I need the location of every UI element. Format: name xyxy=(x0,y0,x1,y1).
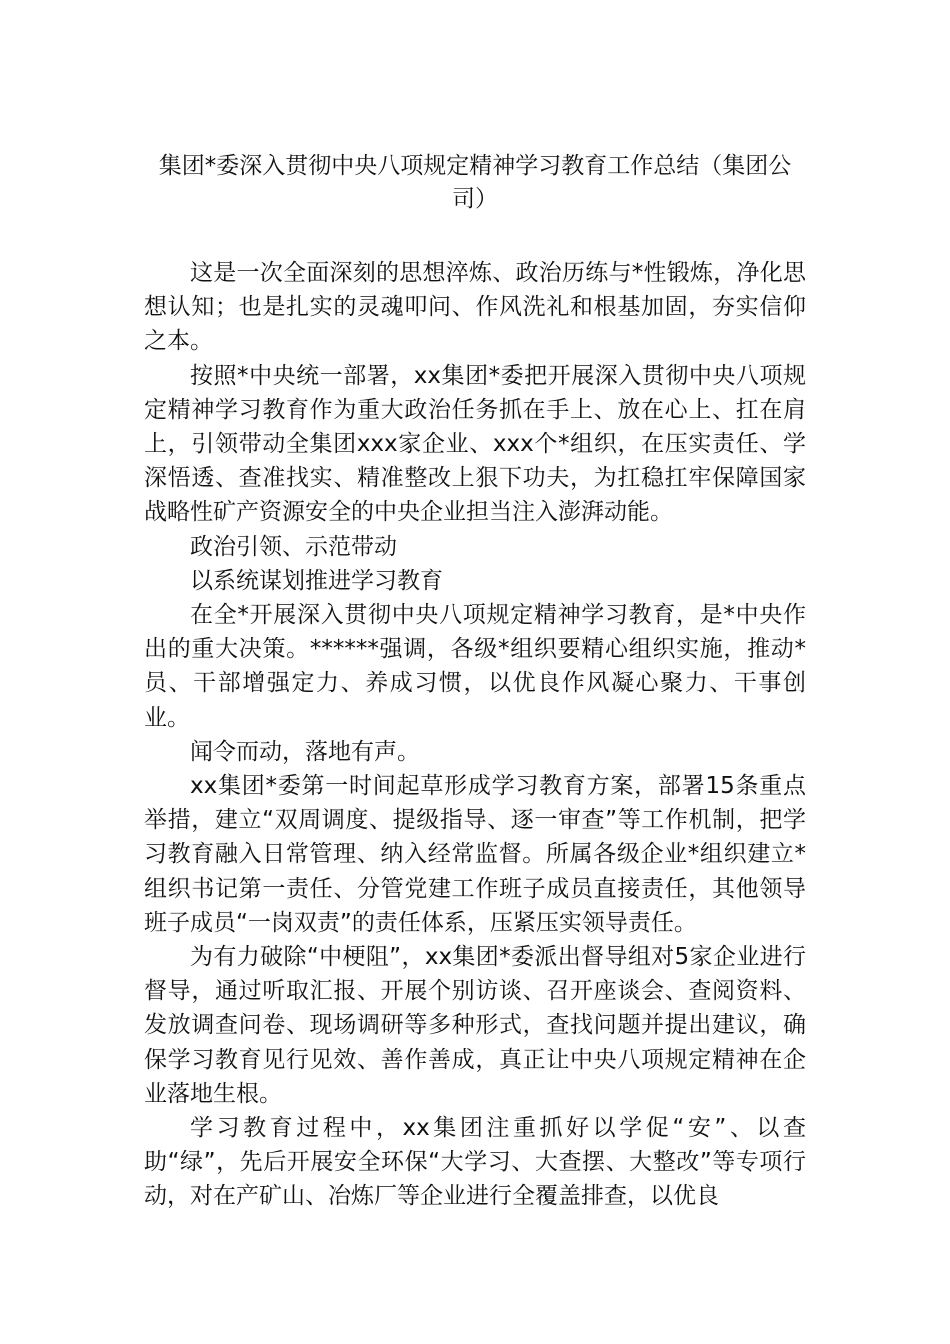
document-title: 集团*委深入贯彻中央八项规定精神学习教育工作总结（集团公司） xyxy=(158,153,792,212)
paragraph-safety: 学习教育过程中，xx集团注重抓好以学促“安”、以查助“绿”，先后开展安全环保“大学习、大查摆、大整改”等专项行动，对在产矿山、冶炼厂等企业进行全覆盖排查，以优良 xyxy=(144,1115,806,1210)
paragraph-decision: 在全*开展深入贯彻中央八项规定精神学习教育，是*中央作出的重大决策。******强调，各级*组织要精心组织实施，推动*员、干部增强定力、养成习惯，以优良作风凝心聚力、干事创业。 xyxy=(144,602,807,731)
paragraph-plan: xx集团*委第一时间起草形成学习教育方案，部署15条重点举措，建立“双周调度、提级指导、逐一审查”等工作机制，把学习教育融入日常管理、纳入经常监督。所属各级企业*组织建立*组织书记第一责任、分管党建工作班子成员直接责任，其他领导班子成员“一岗双责”的责任体系，压紧压实领导责任。 xyxy=(144,773,806,936)
section-heading-political-lead: 政治引领、示范带动 xyxy=(190,533,397,560)
paragraph-intro: 这是一次全面深刻的思想淬炼、政治历练与*性锻炼，净化思想认知；也是扎实的灵魂叩问、作风洗礼和根基加固，夯实信仰之本。 xyxy=(144,260,806,355)
paragraph-supervision: 为有力破除“中梗阻”，xx集团*委派出督导组对5家企业进行督导，通过听取汇报、开展个别访谈、召开座谈会、查阅资料、发放调查问卷、现场调研等多种形式，查找问题并提出建议，确保学习教育见行见效、善作善成，真正让中央八项规定精神在企业落地生根。 xyxy=(144,944,806,1107)
subheading-systematic-planning: 以系统谋划推进学习教育 xyxy=(190,567,443,594)
paragraph-deployment: 按照*中央统一部署，xx集团*委把开展深入贯彻中央八项规定精神学习教育作为重大政治任务抓在手上、放在心上、扛在肩上，引领带动全集团xxx家企业、xxx个*组织，在压实责任、学深悟透、查准找实、精准整改上狠下功夫，为扛稳扛牢保障国家战略性矿产资源安全的中央企业担当注入澎湃动能。 xyxy=(144,362,806,526)
document-page xyxy=(144,150,806,1214)
paragraph-respond: 闻令而动，落地有声。 xyxy=(190,738,420,765)
